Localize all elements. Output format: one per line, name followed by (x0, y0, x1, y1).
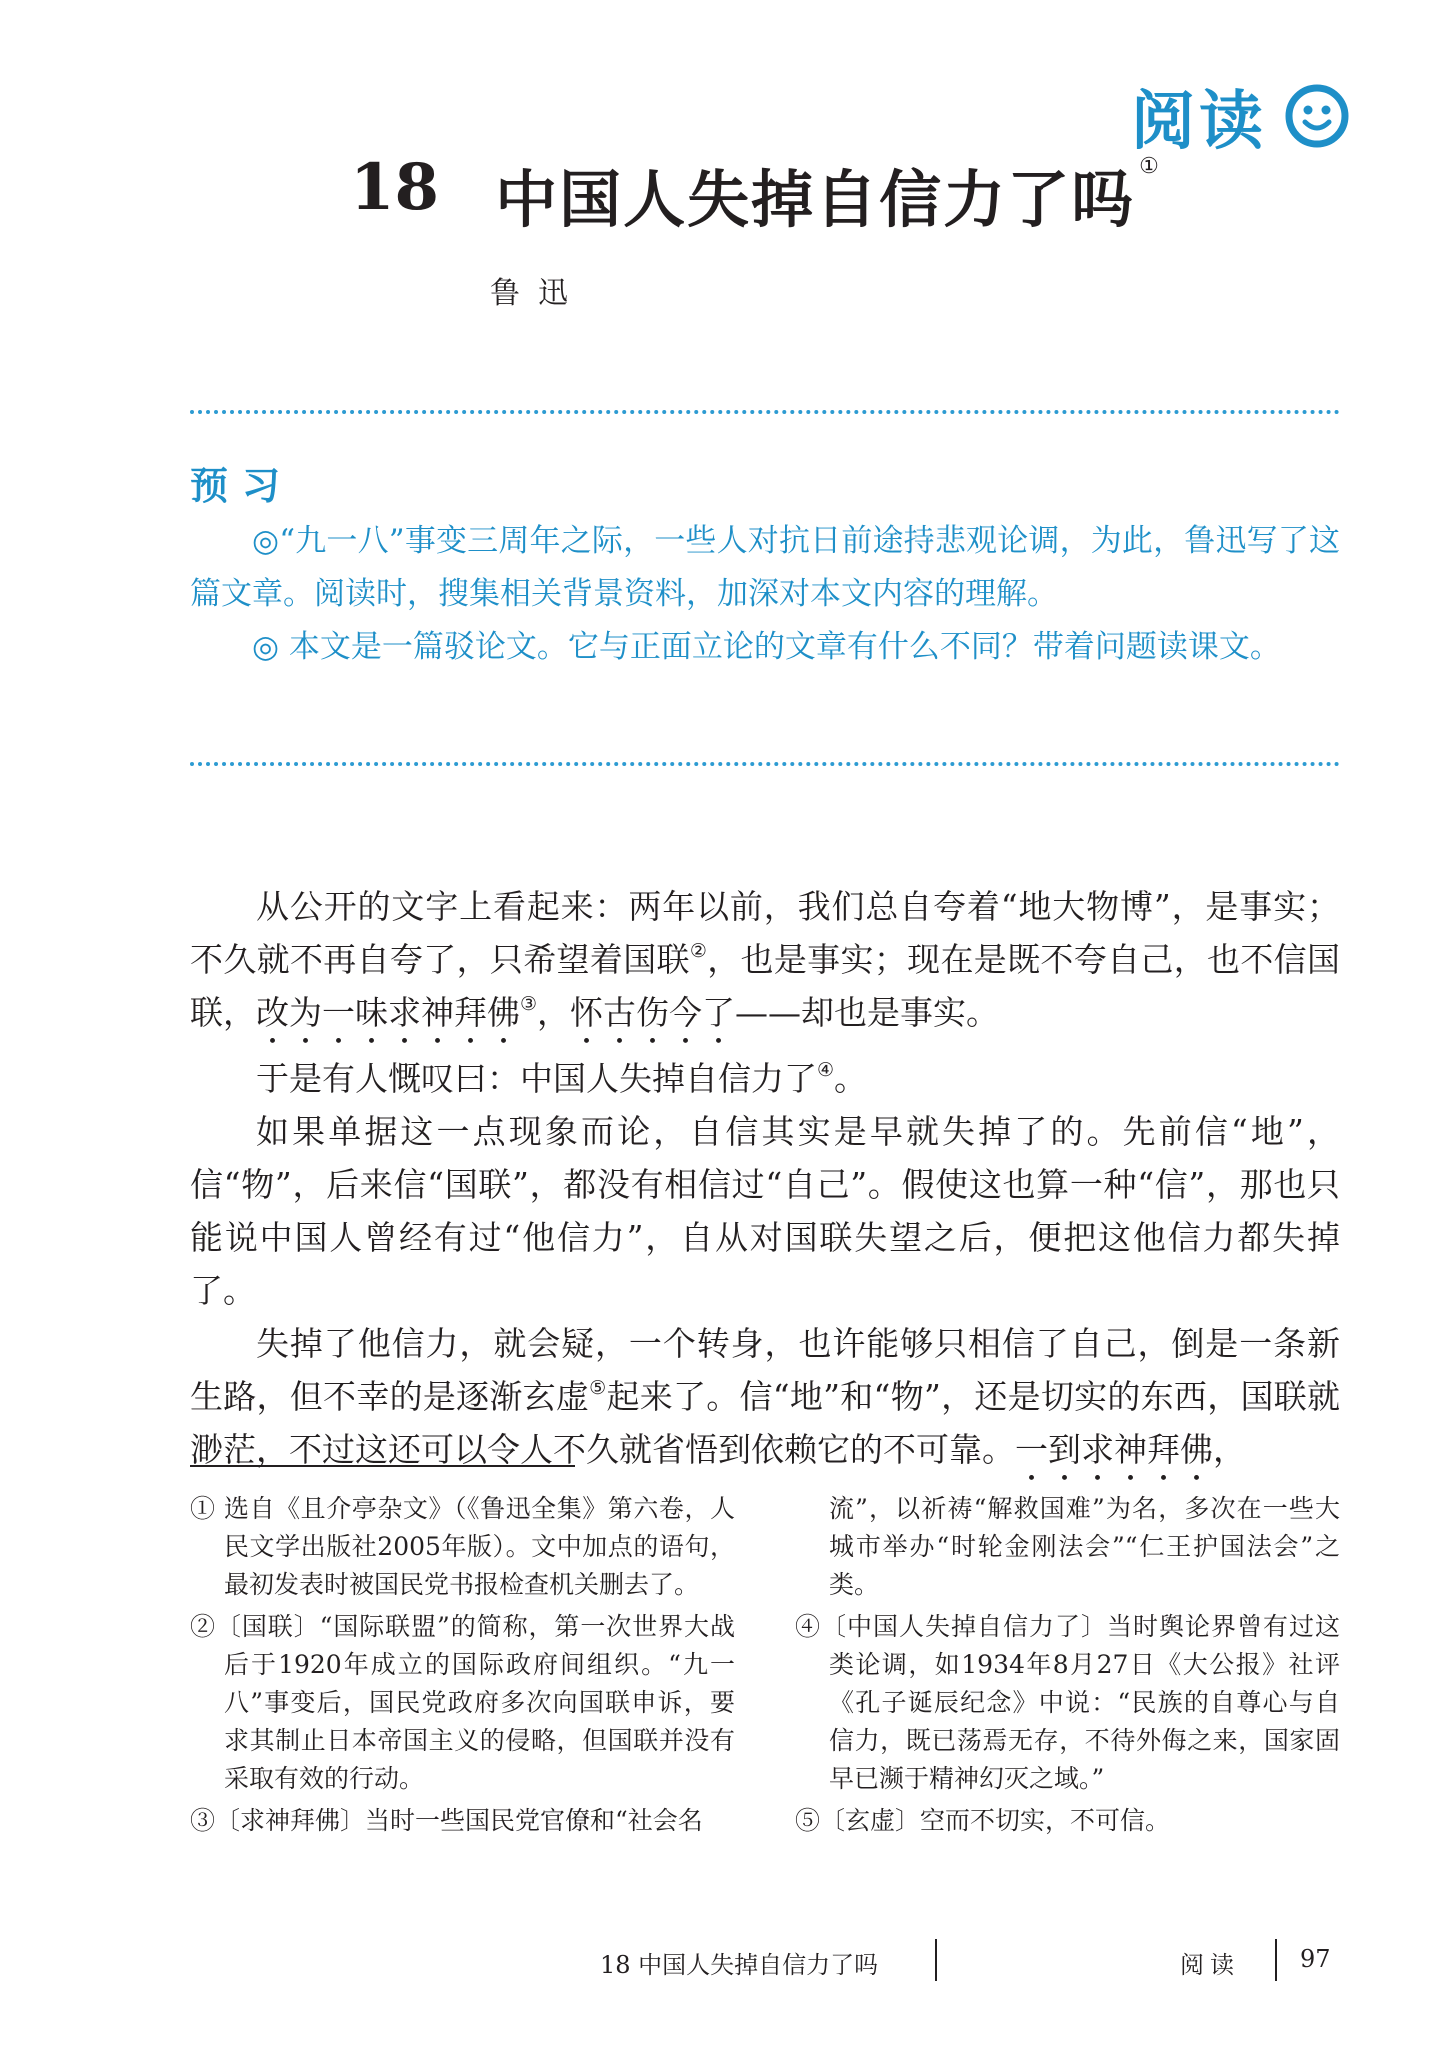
text-run: 失掉了他信力，就会疑，一个转身，也许能够只相信了自己，倒是一条新生路，但不幸的是逐渐玄虚 (190, 1324, 1340, 1416)
page-number: 97 (1300, 1945, 1331, 1973)
footnote-item: ⑤〔玄虚〕空而不切实，不可信。 (795, 1806, 1171, 1835)
dotted-divider-top (190, 410, 1340, 414)
page-footer (0, 1945, 1449, 1985)
preview-heading: 预习 (190, 463, 295, 508)
paragraph (190, 1317, 1340, 1489)
text-run: ， (1213, 1430, 1246, 1469)
footnote-rule (190, 1465, 575, 1467)
lesson-number: 18 (350, 150, 440, 225)
text-run: ——却也是事实。 (735, 993, 1000, 1032)
footnote-item: ④〔中国人失掉自信力了〕当时舆论界曾有过这类论调，如1934年8月27日《大公报》社评《孔子诞辰纪念》中说：“民族的自尊心与自信力，既已荡焉无存，不待外侮之来，国家固早已濒于精神幻灭之域。” (795, 1612, 1340, 1793)
text-run: 起来了。信“地”和“物”，还是切实的东西，国联就渺茫，不过这还可以令人不久就省悟到依赖它的不可靠。 (190, 1377, 1340, 1469)
dotted-divider-bottom (190, 762, 1340, 766)
footnote-item: ③〔求神拜佛〕当时一些国民党官僚和“社会名 (190, 1806, 703, 1835)
footer-divider (1275, 1939, 1277, 1981)
section-badge (1131, 70, 1349, 162)
smiley-icon (1285, 84, 1349, 148)
footnote-item: ②〔国联〕“国际联盟”的简称，第一次世界大战后于1920年成立的国际政府间组织。“九一八”事变后，国民党政府多次向国联申诉，要求其制止日本帝国主义的侵略，但国联并没有采取有效的行动。 (190, 1612, 735, 1793)
preview-item: ◎“九一八”事变三周年之际，一些人对抗日前途持悲观论调，为此，鲁迅写了这篇文章。阅读时，搜集相关背景资料，加深对本文内容的理解。 (190, 523, 1340, 612)
text-run: 从公开的文字上看起来：两年以前，我们总自夸着“地大物博”，是事实；不久就不再自夸了，只希望着国联 (190, 887, 1340, 979)
lesson-title-block (350, 150, 1159, 239)
footnote-continuation: 流”，以祈祷“解救国难”为名，多次在一些大城市举办“时轮金刚法会”“仁王护国法会”之类。 (829, 1494, 1340, 1599)
text-run: 。 (834, 1059, 868, 1098)
footer-divider (935, 1939, 937, 1981)
author: 鲁迅 (490, 276, 586, 311)
paragraph: 如果单据这一点现象而论，自信其实是早就失掉了的。先前信“地”，信“物”，后来信“国联”，都没有相信过“自己”。假使这也算一种“信”，那也只能说中国人曾经有过“他信力”，自从对国联失望之后，便把这他信力都失掉了。 (190, 1112, 1340, 1310)
paragraph (190, 1052, 1340, 1105)
title-footnote-marker: ① (1139, 154, 1159, 179)
text-run: 于是有人慨叹曰：中国人失掉自信力了 (256, 1059, 817, 1098)
emphasized-text: 改为一味求神拜佛 (256, 993, 520, 1032)
footnote-ref: ⑤ (589, 1377, 607, 1399)
footnote-ref: ③ (520, 993, 538, 1015)
footnote-ref: ② (689, 940, 708, 962)
paragraph (190, 880, 1340, 1052)
text-run: ， (537, 993, 571, 1032)
section-label: 阅读 (1131, 85, 1267, 159)
footnotes-right-column (795, 1490, 1340, 1844)
preview-item: ◎ 本文是一篇驳论文。它与正面立论的文章有什么不同？带着问题读课文。 (252, 629, 1281, 665)
preview-body (190, 515, 1340, 674)
lesson-title: 中国人失掉自信力了吗 (495, 163, 1136, 236)
footer-section-label: 阅读 (1180, 1951, 1240, 1979)
emphasized-text: 怀古伤今了 (570, 993, 736, 1032)
footnotes-left-column (190, 1490, 735, 1844)
footnote-item: ① 选自《且介亭杂文》（《鲁迅全集》第六卷，人民文学出版社2005年版）。文中加点的语句，最初发表时被国民党书报检查机关删去了。 (190, 1494, 735, 1599)
emphasized-text: 一到求神拜佛 (1015, 1430, 1213, 1469)
footnote-ref: ④ (817, 1059, 835, 1081)
text-run: ，也是事实；现在是既不夸自己，也不信国联， (190, 940, 1341, 1032)
main-text (190, 880, 1340, 1489)
footer-lesson-title: 18 中国人失掉自信力了吗 (600, 1951, 879, 1979)
